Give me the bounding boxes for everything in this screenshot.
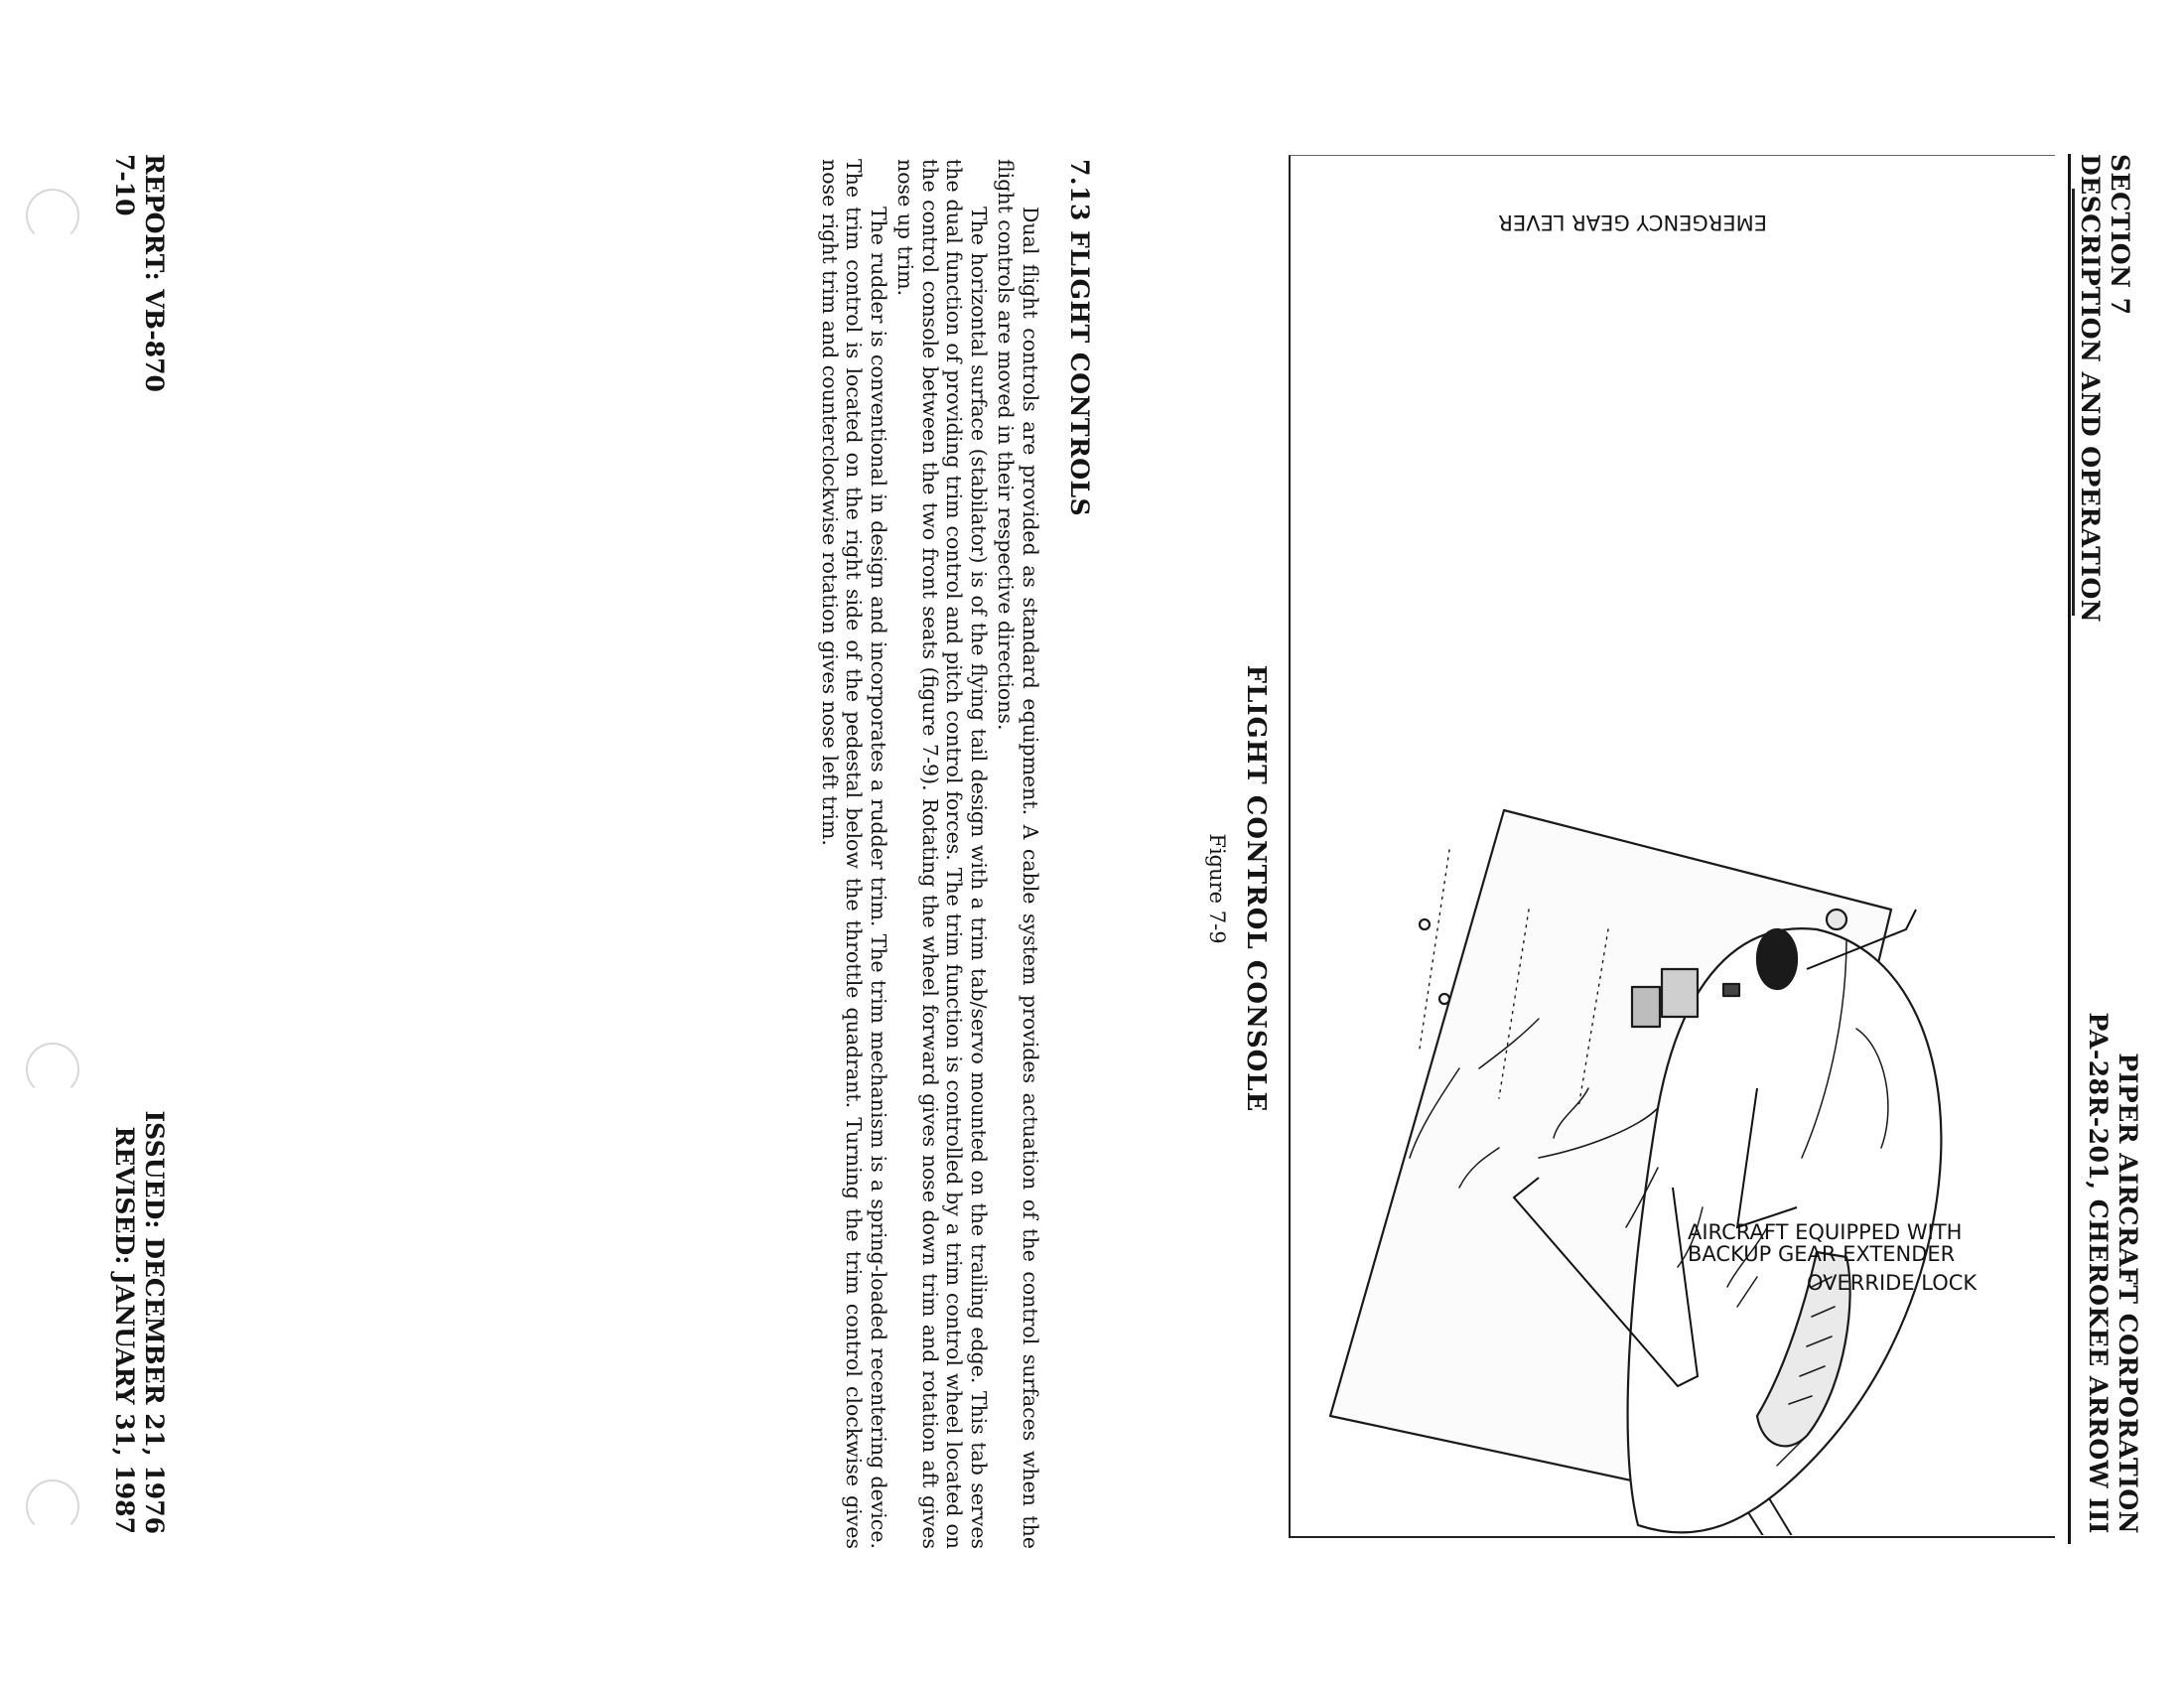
label-backup-line2: BACKUP GEAR EXTENDER bbox=[1688, 1242, 1956, 1266]
header-rule bbox=[2068, 154, 2071, 1544]
binder-hole-1 bbox=[26, 189, 79, 242]
header-section bbox=[2075, 154, 2134, 623]
footer-dates bbox=[109, 1110, 169, 1534]
footer-page-number: 7-10 bbox=[110, 154, 139, 216]
footer-issued-date: ISSUED: DECEMBER 21, 1976 bbox=[140, 1110, 169, 1534]
header-section-number: SECTION 7 bbox=[2106, 154, 2134, 316]
label-backup-gear-extender bbox=[1688, 1221, 1962, 1265]
flight-control-console-illustration bbox=[1291, 155, 2055, 1535]
header-model: PA-28R-201, CHEROKEE ARROW III bbox=[2084, 1012, 2113, 1534]
header-company: PIPER AIRCRAFT CORPORATION bbox=[2114, 1053, 2142, 1534]
header-section-title: DESCRIPTION AND OPERATION bbox=[2076, 154, 2105, 624]
override-lock-switch bbox=[1723, 984, 1739, 996]
footer-report bbox=[109, 154, 169, 392]
paragraph-stabilator-trim: The horizontal surface (stabilator) is of the flying tail design with a trim tab/servo mounted on the trailing edge. This tab serves the dual function of providing trim control and pitch control forces. The trim function is controlled by a trim control wheel located on the control console between the two front seats (figure 7-9). Rotating the wheel forward gives nose down trim and rotation aft gives nose up trim. bbox=[893, 159, 991, 1549]
figure-caption bbox=[1205, 199, 1271, 1579]
footer-report-number: REPORT: VB-870 bbox=[140, 154, 169, 392]
footer-revised-date: REVISED: JANUARY 31, 1987 bbox=[110, 1126, 139, 1534]
emergency-gear-lever-knob bbox=[1757, 929, 1797, 989]
section-heading: 7.13 FLIGHT CONTROLS bbox=[1065, 159, 1094, 517]
figure-title: FLIGHT CONTROL CONSOLE bbox=[1241, 664, 1271, 1113]
binder-hole-3 bbox=[26, 1479, 79, 1533]
section-body bbox=[815, 159, 1043, 1549]
label-override-lock: OVERRIDE LOCK bbox=[1807, 1271, 1978, 1295]
paragraph-rudder-trim: The rudder is conventional in design and incorporates a rudder trim. The trim mechanism is a spring-loaded recentering device. The trim control is located on the right side of the pedestal below the throttle quadrant. Turning the trim control clockwise gives nose right trim and counterclockwise rotation gives nose left trim. bbox=[818, 159, 890, 1549]
figure-top-bar bbox=[2072, 189, 2075, 616]
figure-number: Figure 7-9 bbox=[1205, 833, 1229, 944]
label-emergency-gear-lever: EMERGENCY GEAR LEVER bbox=[1498, 211, 1767, 234]
paragraph-dual-controls: Dual flight controls are provided as standard equipment. A cable system provides actuation of the control surfaces when the flight controls are moved in their respective directions. bbox=[994, 159, 1042, 1549]
label-backup-line1: AIRCRAFT EQUIPPED WITH bbox=[1688, 1220, 1963, 1244]
binder-hole-2 bbox=[26, 1043, 79, 1096]
header-manufacturer bbox=[2083, 1012, 2142, 1534]
